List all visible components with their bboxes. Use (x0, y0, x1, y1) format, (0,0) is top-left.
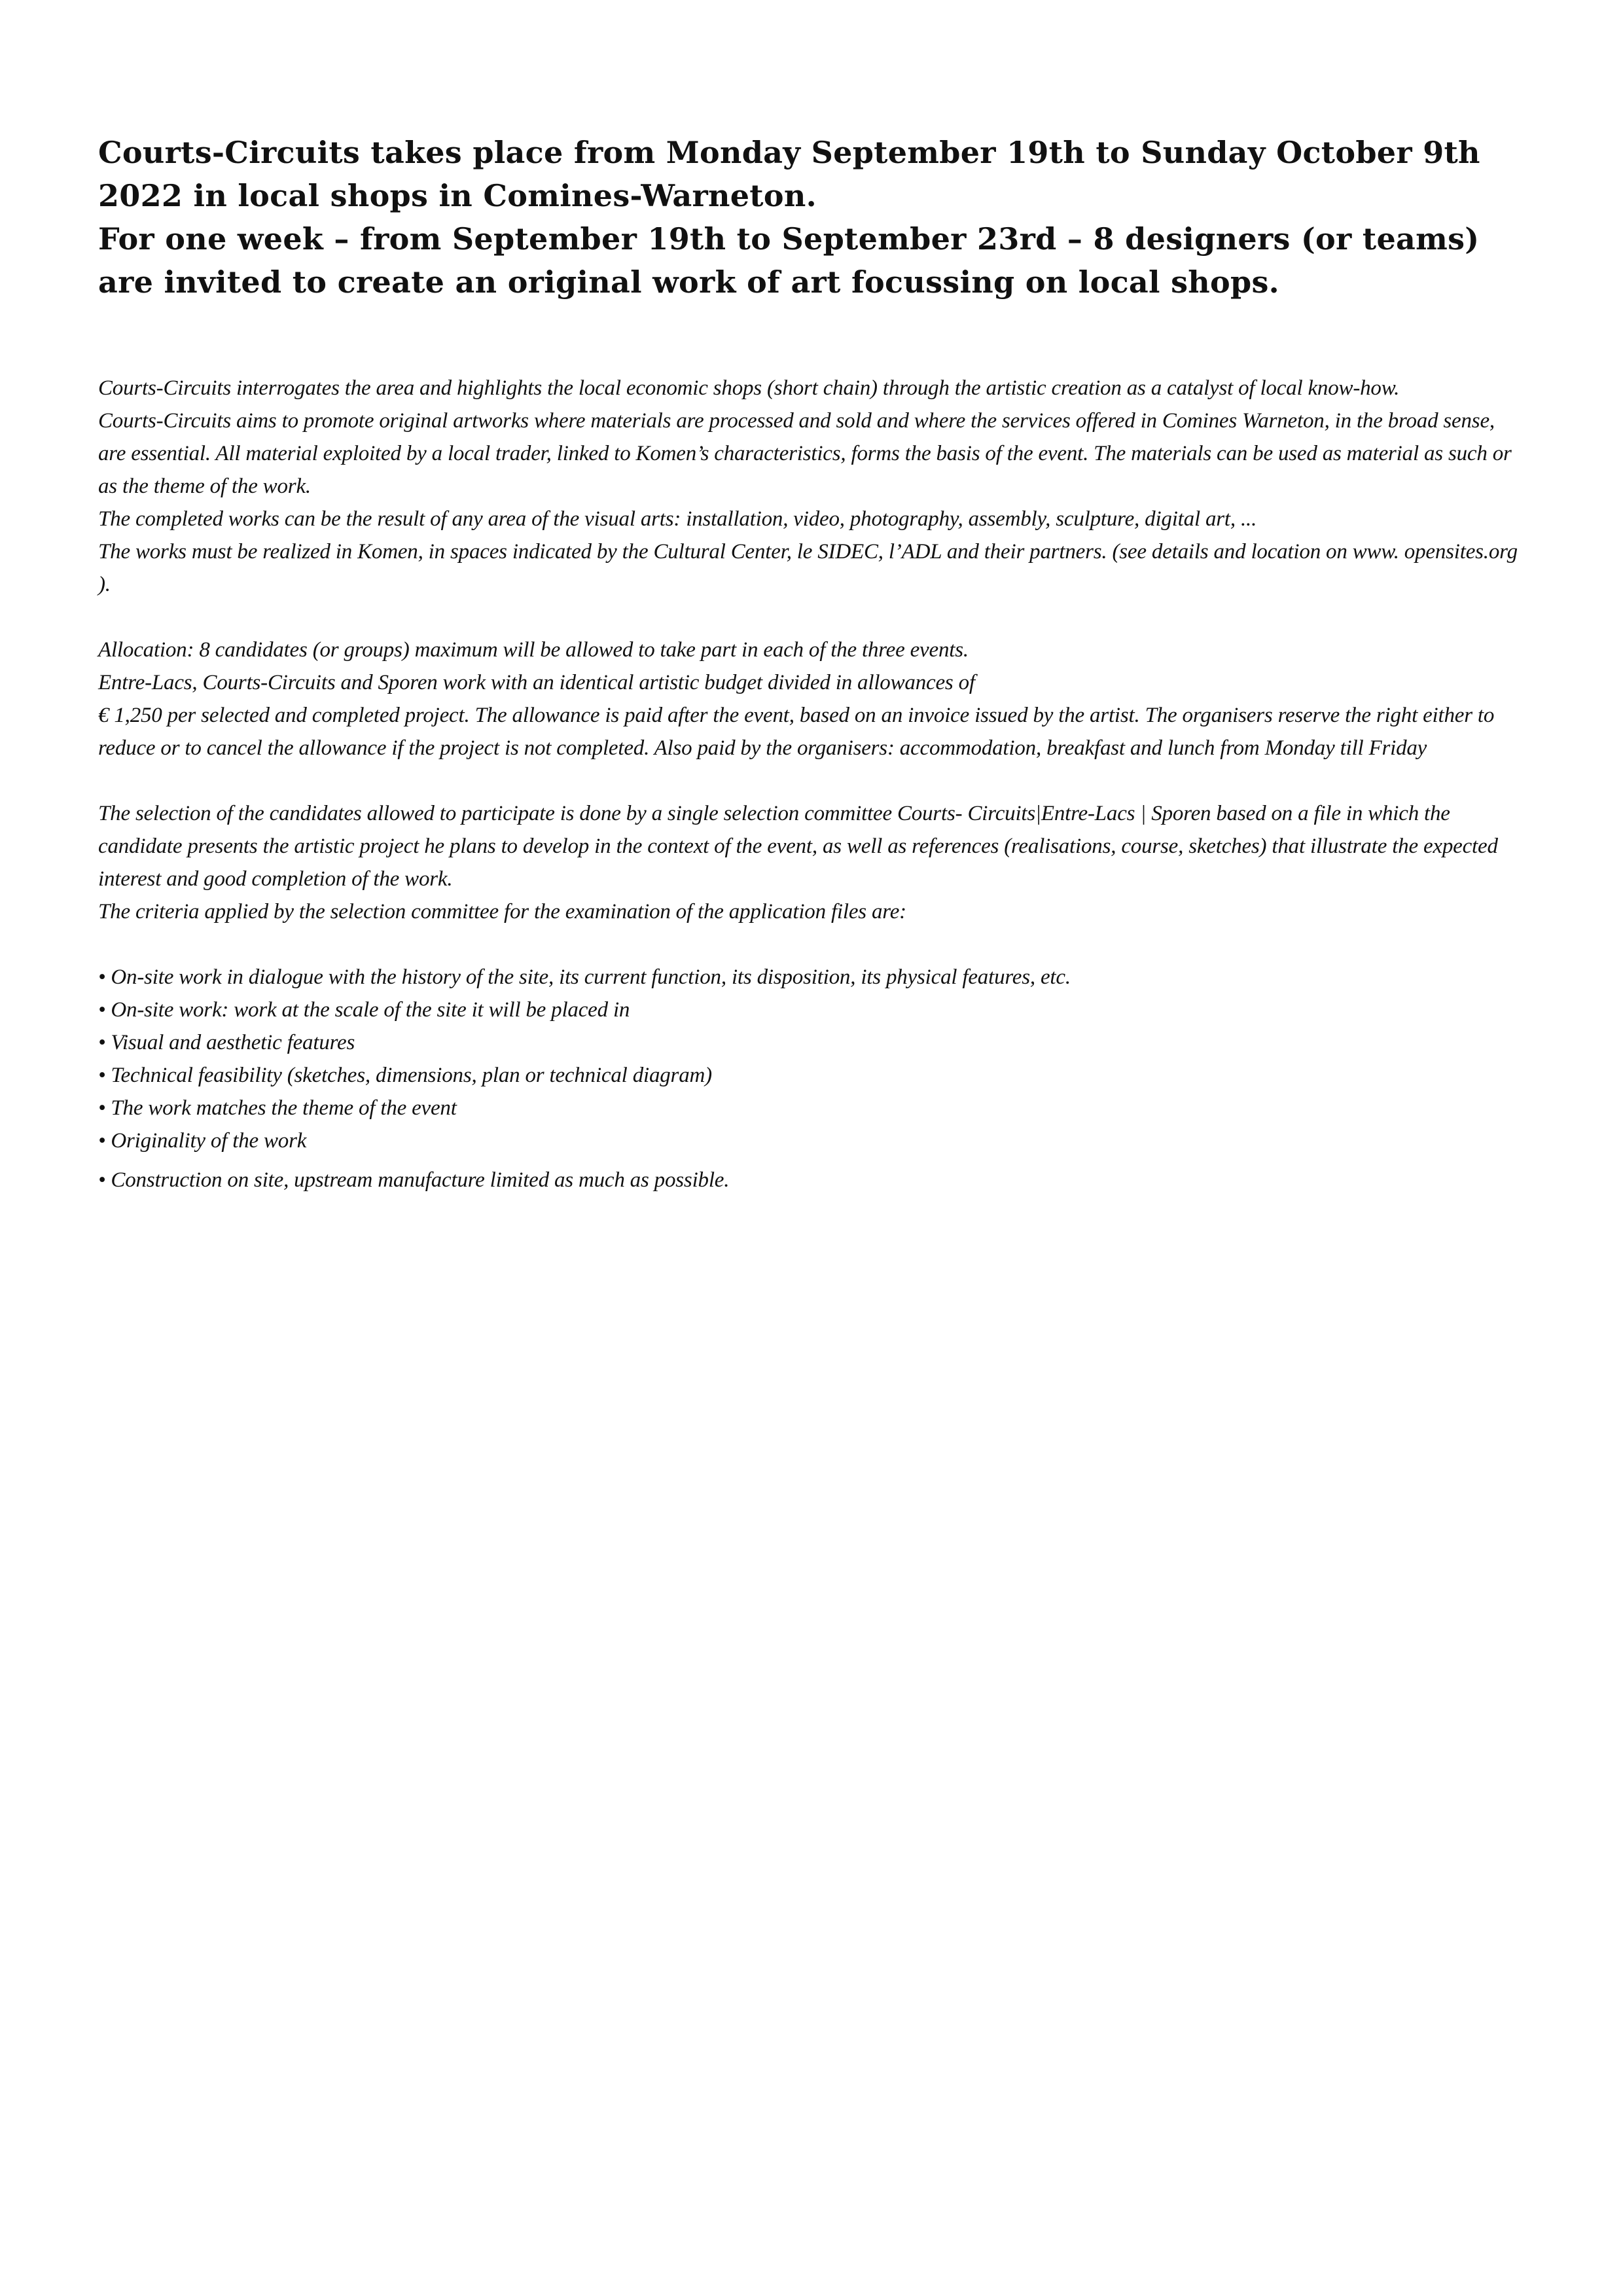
criteria-item: • On-site work: work at the scale of the site it will be placed in (98, 998, 630, 1022)
selection-section (98, 797, 1525, 928)
selection-paragraph: The criteria applied by the selection committee for the examination of the application files are: (98, 900, 906, 924)
selection-paragraph: The selection of the candidates allowed to participate is done by a single selection committee Courts- Circuits|Entre-Lacs | Sporen based on a file in which the candidate presents the artistic project he plans to develop in the context of the event, as well as references (realisations, course, sketches) that illustrate the expected interest and good completion of the work. (98, 802, 1498, 891)
intro-paragraph: Courts-Circuits interrogates the area and highlights the local economic shops (short chain) through the artistic creation as a catalyst of local know-how. (98, 376, 1400, 400)
intro-paragraph: Courts-Circuits aims to promote original artworks where materials are processed and sold and where the services offered in Comines Warneton, in the broad sense, are essential. All material exploited by a local trader, linked to Komen’s characteristics, forms the basis of the event. The materials can be used as material as such or as the theme of the work. (98, 409, 1512, 498)
allocation-paragraph: Allocation: 8 candidates (or groups) maximum will be allowed to take part in each of the three events. (98, 638, 969, 662)
document-body (98, 372, 1525, 1196)
heading-week: For one week – from September 19th to September 23rd – 8 designers (or teams) are invited to create an original work of art focussing on local shops. (98, 221, 1480, 300)
spacer (98, 601, 1525, 634)
criteria-item: • Technical feasibility (sketches, dimensions, plan or technical diagram) (98, 1064, 712, 1087)
criteria-item: • Construction on site, upstream manufacture limited as much as possible. (98, 1168, 730, 1192)
document-page (98, 131, 1525, 1196)
criteria-item: • On-site work in dialogue with the history of the site, its current function, its disposition, its physical features, etc. (98, 965, 1071, 989)
criteria-list (98, 961, 1525, 1196)
allocation-paragraph: Entre-Lacs, Courts-Circuits and Sporen work with an identical artistic budget divided in allowances of (98, 671, 975, 694)
spacer (98, 764, 1525, 797)
page-heading (98, 131, 1525, 304)
intro-paragraph: The works must be realized in Komen, in spaces indicated by the Cultural Center, le SIDEC, l’ADL and their partners. (see details and location on www. opensites.org ). (98, 540, 1518, 596)
criteria-item: • The work matches the theme of the event (98, 1096, 457, 1120)
criteria-item: • Originality of the work (98, 1129, 307, 1153)
spacer (98, 928, 1525, 961)
allocation-section (98, 634, 1525, 764)
intro-paragraph: The completed works can be the result of any area of the visual arts: installation, video, photography, assembly, sculpture, digital art, ... (98, 507, 1257, 531)
intro-section (98, 372, 1525, 601)
allocation-paragraph: € 1,250 per selected and completed project. The allowance is paid after the event, based on an invoice issued by the artist. The organisers reserve the right either to reduce or to cancel the allowance if the project is not completed. Also paid by the organisers: accommodation, breakfast and lunch from Monday till Friday (98, 704, 1495, 760)
criteria-item: • Visual and aesthetic features (98, 1031, 355, 1054)
heading-dates: Courts-Circuits takes place from Monday September 19th to Sunday October 9th 2022 in local shops in Comines-Warneton. (98, 135, 1480, 213)
